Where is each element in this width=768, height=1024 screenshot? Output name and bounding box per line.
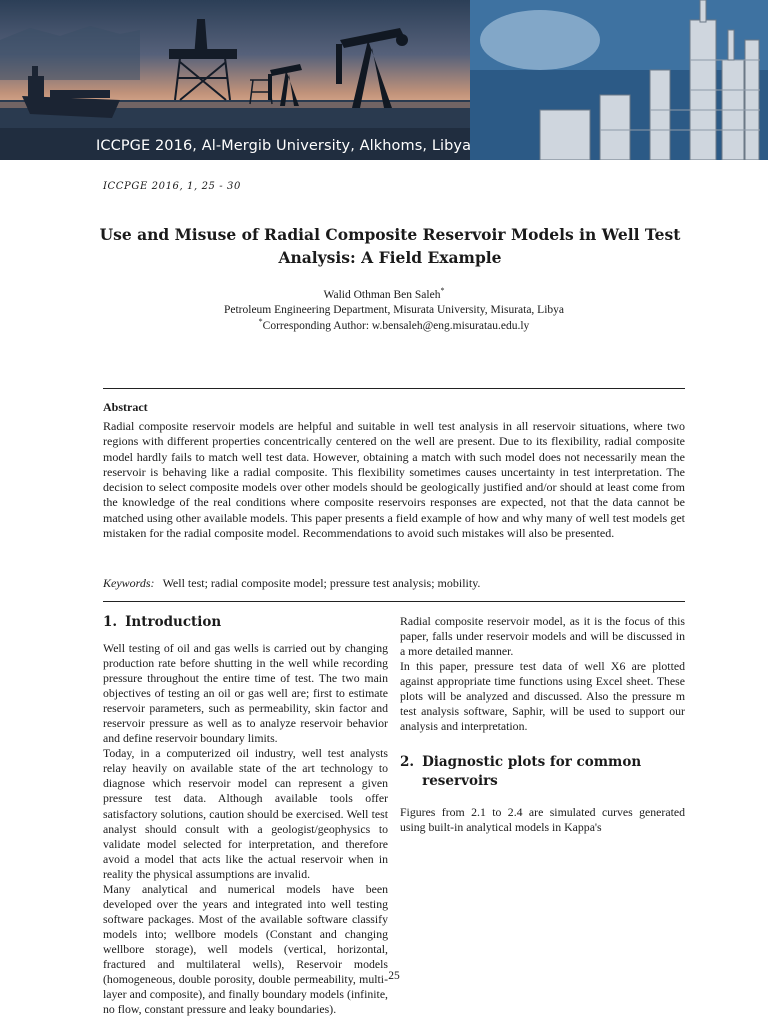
paper-title: Use and Misuse of Radial Composite Reservoir Models in Well Test Analysis: A Field Example	[99, 225, 681, 267]
author-footnote-mark: *	[440, 286, 445, 296]
conference-banner	[0, 0, 768, 160]
section-title: Introduction	[125, 614, 222, 630]
banner-illustration	[0, 0, 768, 160]
author-affiliation: Petroleum Engineering Department, Misurata University, Misurata, Libya	[223, 304, 564, 316]
abstract-top-rule	[103, 388, 685, 389]
banner-caption: ICCPGE 2016, Al-Mergib University, Alkhoms, Libya	[96, 138, 472, 154]
keywords-text: Well test; radial composite model; pressure test analysis; mobility.	[162, 576, 481, 590]
section-number: 2.	[400, 754, 415, 771]
section-title: Diagnostic plots for common reservoirs	[422, 754, 642, 790]
right-column	[400, 614, 685, 835]
left-column	[103, 613, 388, 1017]
intro-paragraph-3: Many analytical and numerical models have been developed over the years and integrated into well testing software packages. Most of the available software classify models into; wellbore models (Constant and changing wellbore storage), well models (vertical, horizontal, fractured and multilateral wells), Reservoir models (homogeneous, double porosity, double permeability, multi-layer and composite), and finally boundary models (infinite, no flow, constant pressure and leaky boundaries).	[103, 881, 388, 1017]
author-name: Walid Othman Ben Saleh	[323, 289, 441, 301]
corresponding-author-line	[0, 317, 768, 332]
section-heading-diagnostic-plots	[400, 753, 685, 791]
keywords-label: Keywords:	[103, 576, 155, 590]
section-heading-introduction	[103, 613, 388, 632]
corresponding-footnote-mark: *	[258, 317, 263, 327]
abstract-body: Radial composite reservoir models are helpful and suitable in well test analysis in all reservoir situations, where two regions with different properties concentrically centered on the well are present. Due to its flexibility, radial composite model hardly fails to match well test data. However, obtaining a match with such model does not necessarily mean the reservoir is behaving like a radial composite. This flexibility sometimes causes uncertainty in test interpretation. The decision to select composite models over other models should be geologically justified and/or should at least come from the knowledge of the real conditions where composite reservoirs responses are expected, not that the data cannot be matched using other available models. This paper presents a field example of how and why many of well test models get mistaken for the radial composite model. Recommendations to avoid such mistakes will also be presented.	[103, 419, 685, 540]
diagnostic-paragraph-1: Figures from 2.1 to 2.4 are simulated curves generated using built-in analytical models in Kappa's	[400, 805, 685, 835]
section-number: 1.	[103, 614, 118, 630]
offshore-rig-graphic	[170, 20, 236, 100]
intro-paragraph-4: Radial composite reservoir model, as it is the focus of this paper, falls under reservoir models and will be discussed in a more detailed manner.	[400, 614, 685, 659]
corresponding-author-text: Corresponding Author: w.bensaleh@eng.misuratau.edu.ly	[262, 320, 530, 332]
pumpjack-graphic	[268, 28, 408, 108]
abstract-heading: Abstract	[103, 400, 148, 414]
author-line	[0, 286, 768, 301]
intro-paragraph-2: Today, in a computerized oil industry, well test analysts relay heavily on available state of the art technology to diagnose which reservoir model can represent a given pressure test data. Although available tools offer satisfactory solutions, caution should be exercised. Well test analyst should consult with a geologist/geophysics to validate model selected for interpretation, and therefore avoid a model that acts like the actual reservoir when in reality the physical assumptions are invalid.	[103, 746, 388, 881]
journal-reference: ICCPGE 2016, 1, 25 - 30	[103, 181, 241, 192]
abstract-bottom-rule	[103, 601, 685, 602]
intro-paragraph-1: Well testing of oil and gas wells is carried out by changing production rate before shutting in the well while recording pressure throughout the entire time of test. The two main objectives of testing an oil or gas well are; first to estimate reservoir parameters, such as permeability, skin factor and reservoir pressure as well as to analyze reservoir behavior and define reservoir boundary limits.	[103, 641, 388, 746]
keywords-line	[103, 576, 480, 591]
page-number: 25	[388, 970, 400, 982]
intro-paragraph-5: In this paper, pressure test data of well X6 are plotted against appropriate time functions using Excel sheet. These plots will be analyzed and discussed. Also the pressure m test analysis software, Saphir, will be used to support our analysis and interpretation.	[400, 659, 685, 734]
